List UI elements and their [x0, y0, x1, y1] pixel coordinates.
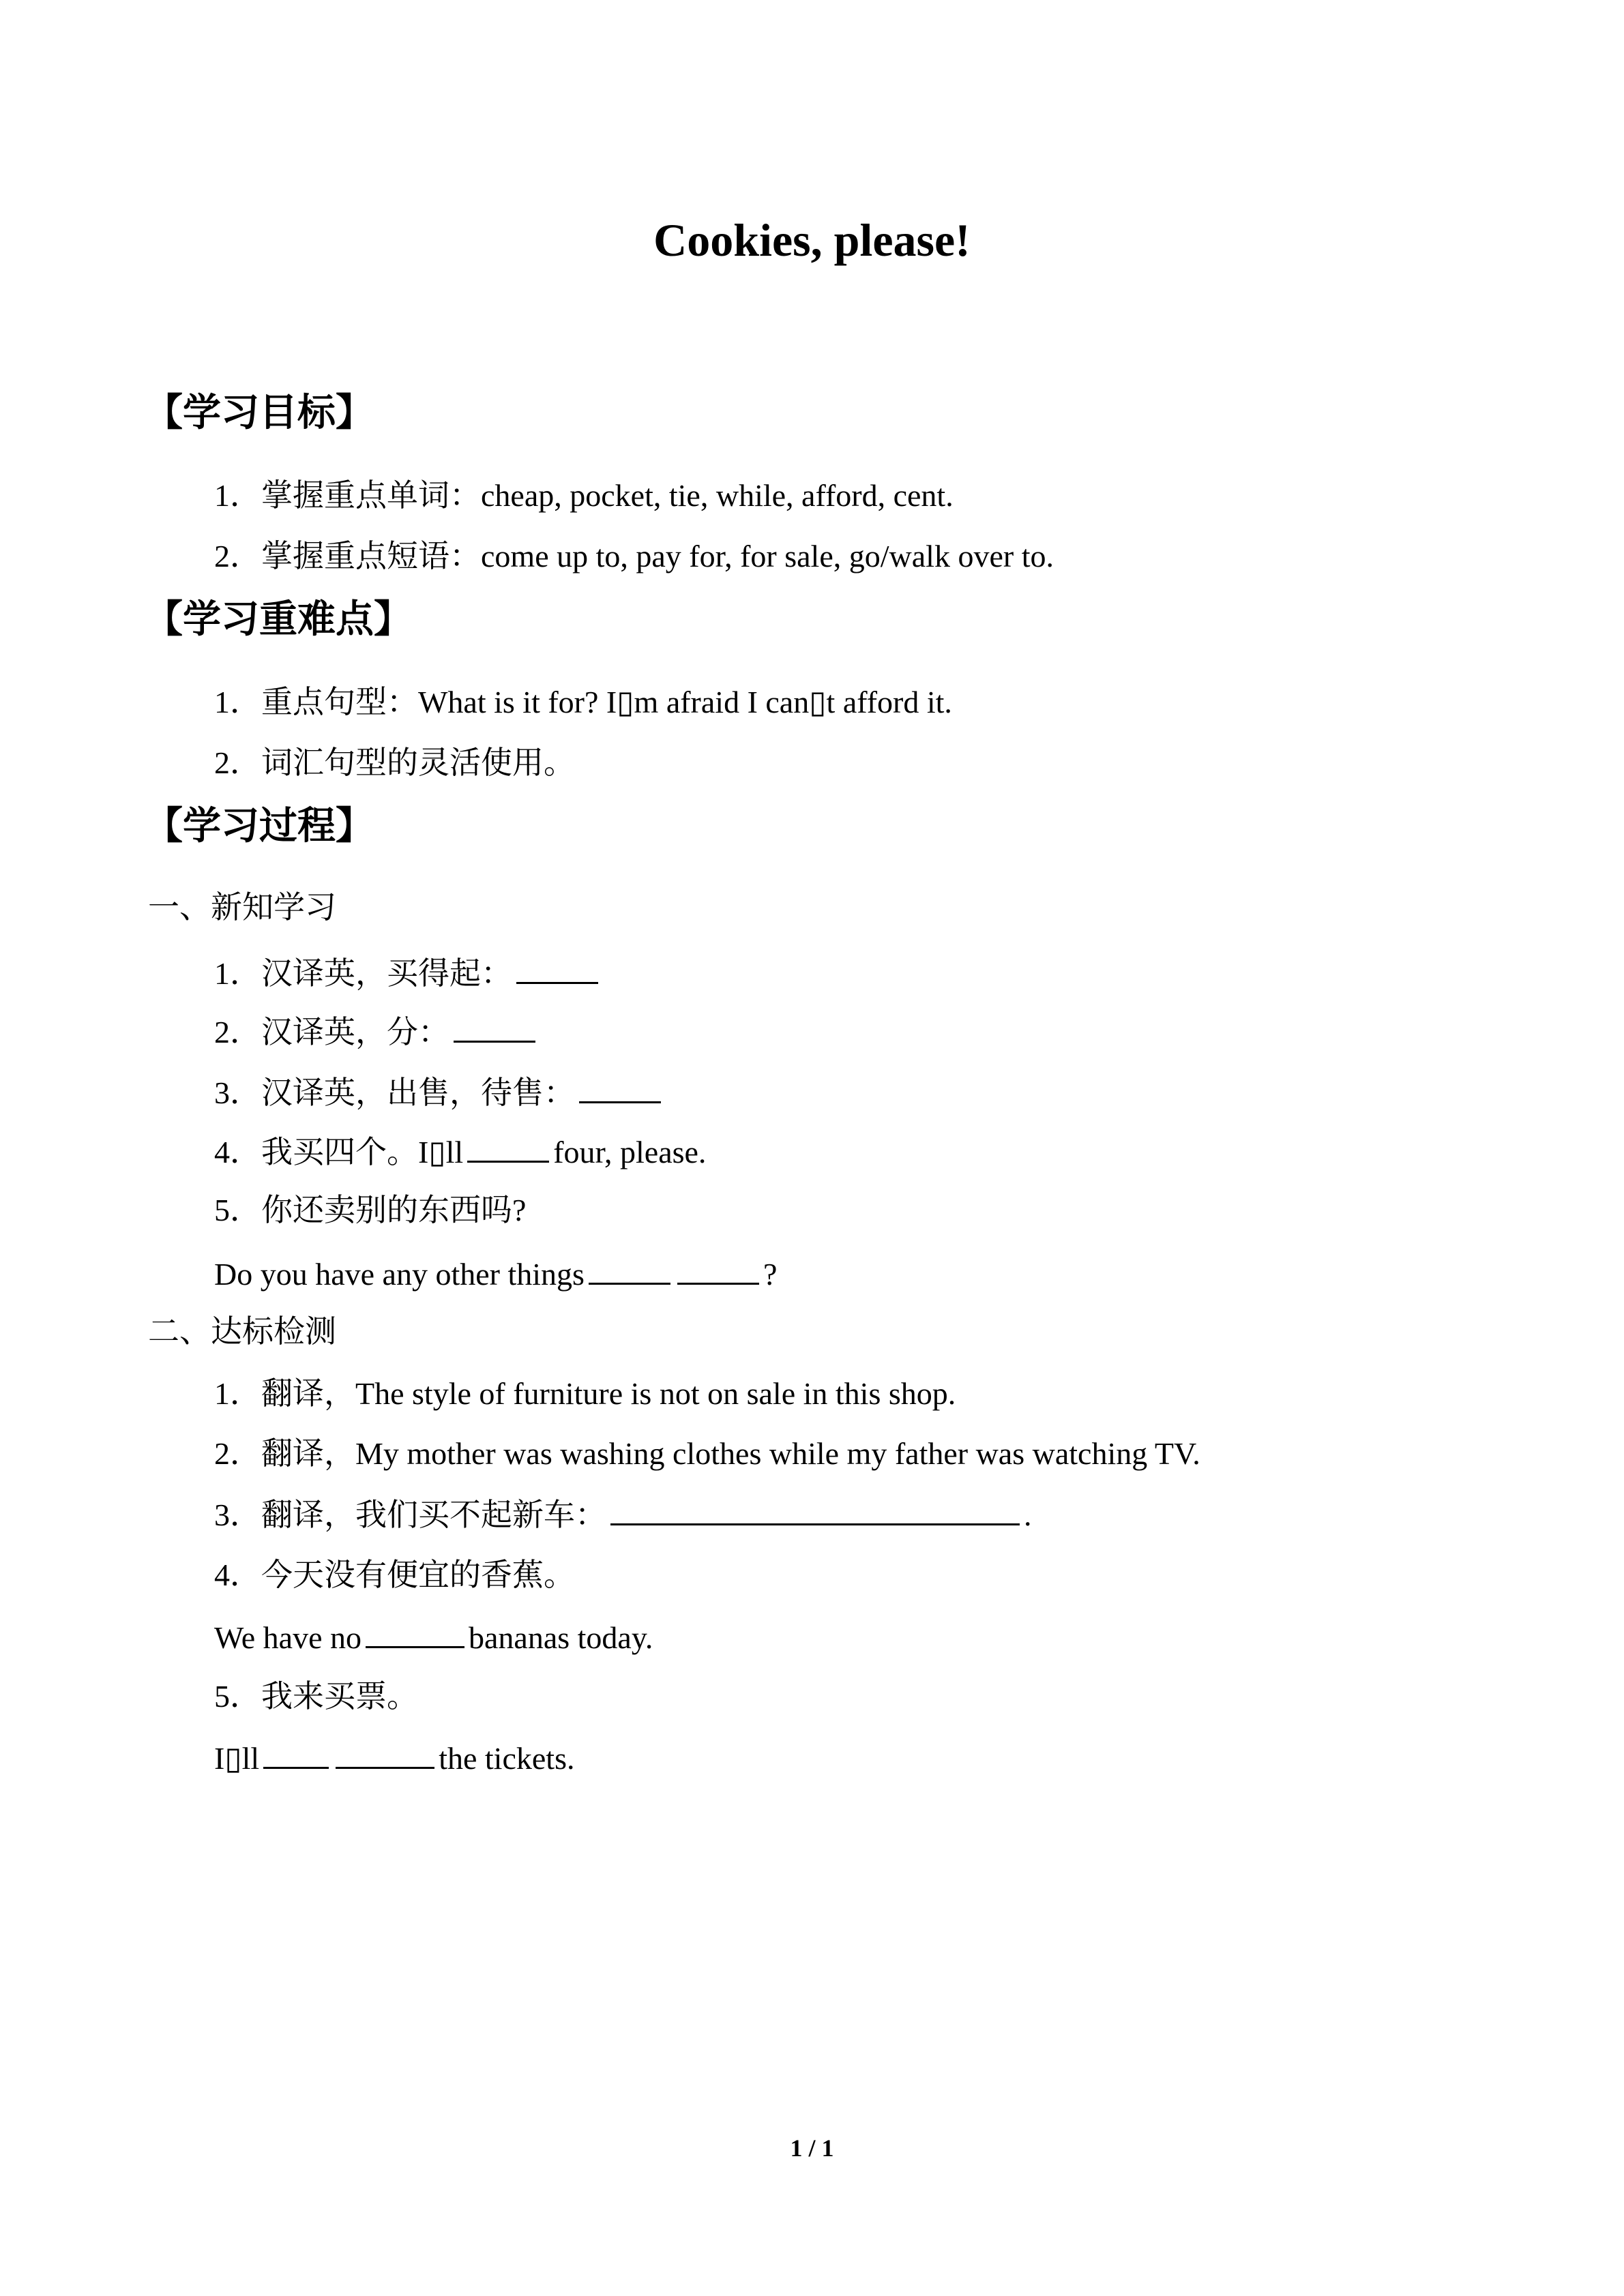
item-text: Do you have any other things [214, 1257, 585, 1292]
key-point-item-2: 2．词汇句型的灵活使用。 [214, 745, 575, 780]
part1-item-5-sentence [214, 1258, 777, 1290]
part1-heading: 一、新知学习 [148, 890, 336, 925]
part2-heading: 二、达标检测 [148, 1314, 336, 1349]
part2-item-5-sentence [214, 1742, 574, 1774]
answer-blank[interactable] [366, 1622, 464, 1648]
section-heading-key-points: 【学习重难点】 [145, 597, 412, 642]
item-text: 4．我买四个。I▯ll [214, 1135, 464, 1169]
item-text: 4．今天没有便宜的香蕉。 [214, 1557, 575, 1592]
part2-item-4-sentence [214, 1622, 653, 1654]
part2-item-4 [214, 1557, 575, 1592]
item-text: 2．汉译英，分： [214, 1015, 449, 1049]
item-text: 1．汉译英，买得起： [214, 956, 512, 991]
item-text: 3．翻译，我们买不起新车： [214, 1497, 606, 1532]
answer-blank[interactable] [336, 1742, 434, 1769]
item-text-suffix: bananas today. [468, 1620, 653, 1655]
answer-blank[interactable] [263, 1742, 329, 1769]
part2-item-5 [214, 1681, 418, 1712]
answer-blank[interactable] [610, 1499, 1020, 1525]
section-heading-objectives: 【学习目标】 [145, 391, 374, 435]
item-text: 3．汉译英，出售，待售： [214, 1075, 575, 1110]
part1-item-4 [214, 1136, 706, 1168]
part1-item-5 [214, 1195, 526, 1226]
item-text-suffix: four, please. [553, 1135, 707, 1169]
answer-blank[interactable] [516, 957, 598, 984]
answer-blank[interactable] [467, 1136, 549, 1163]
part1-item-2 [214, 1016, 540, 1048]
item-text-suffix: . [1024, 1497, 1032, 1532]
item-text: I▯ll [214, 1741, 260, 1776]
answer-blank[interactable] [677, 1258, 759, 1285]
part2-item-2 [214, 1438, 1200, 1470]
part1-item-3 [214, 1077, 665, 1109]
answer-blank[interactable] [579, 1077, 661, 1103]
section-heading-process: 【学习过程】 [145, 804, 374, 848]
answer-blank[interactable] [589, 1258, 670, 1285]
item-text: We have no [214, 1620, 361, 1655]
answer-blank[interactable] [454, 1016, 535, 1043]
item-text: 5．我来买票。 [214, 1679, 418, 1714]
objective-item-2: 2．掌握重点短语：come up to, pay for, for sale, go/walk over to. [214, 539, 1054, 573]
item-text: 5．你还卖别的东西吗? [214, 1193, 527, 1227]
item-text: 2．翻译，My mother was washing clothes while my father was watching TV. [214, 1436, 1200, 1471]
page-number: 1 / 1 [790, 2134, 834, 2162]
key-point-item-1: 1．重点句型：What is it for? I▯m afraid I can▯t afford it. [214, 685, 952, 719]
item-text-suffix: the tickets. [439, 1741, 575, 1776]
part2-item-1 [214, 1378, 956, 1410]
item-text: 1．翻译，The style of furniture is not on sale in this shop. [214, 1376, 956, 1411]
objective-item-1: 1．掌握重点单词：cheap, pocket, tie, while, afford, cent. [214, 478, 954, 513]
document-title: Cookies, please! [653, 214, 971, 266]
part2-item-3 [214, 1499, 1032, 1531]
part1-item-1 [214, 957, 602, 989]
item-text-suffix: ? [763, 1257, 778, 1292]
